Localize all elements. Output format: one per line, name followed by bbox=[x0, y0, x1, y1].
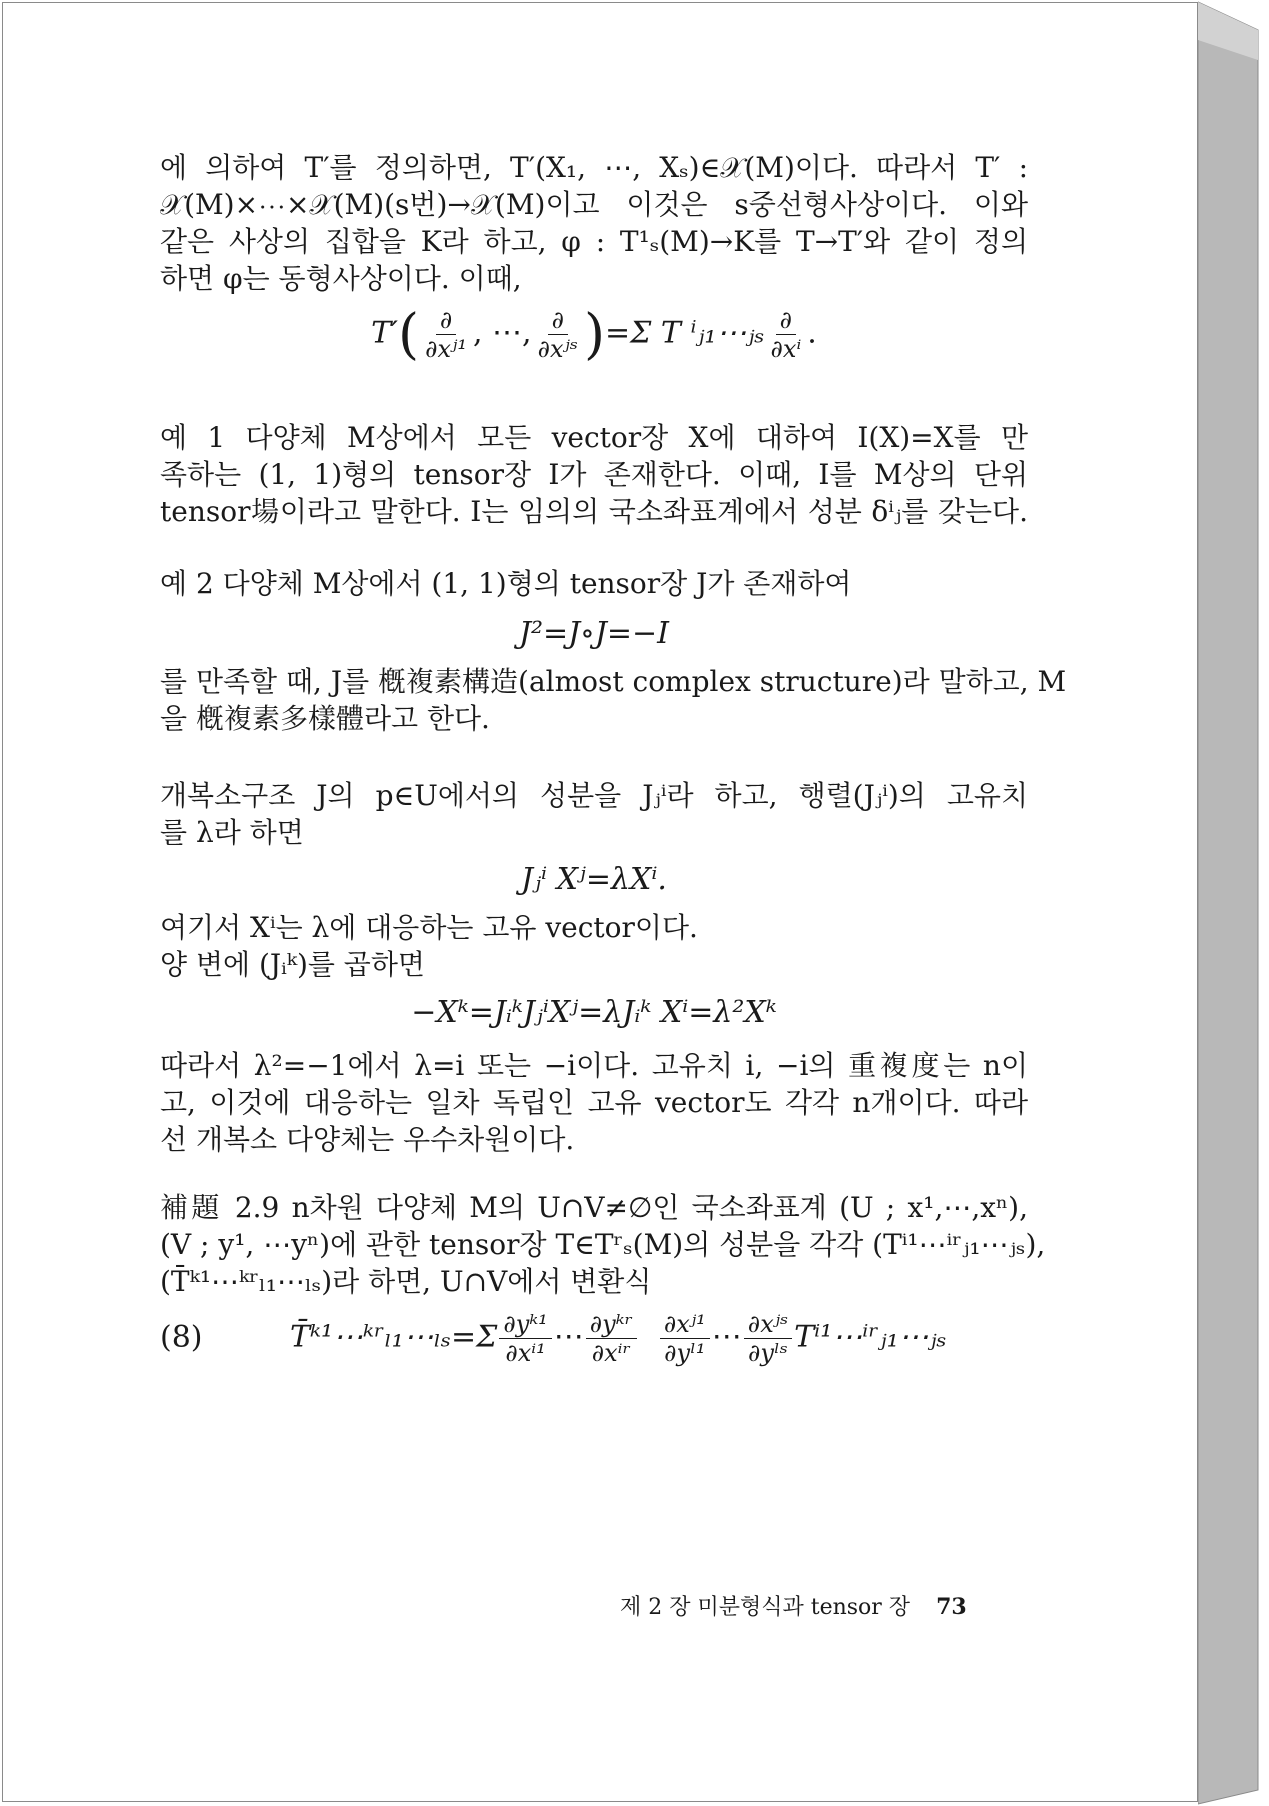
page-footer bbox=[620, 1592, 967, 1623]
book-spine bbox=[1198, 0, 1268, 1806]
text-line: 하면 φ는 동형사상이다. 이때, bbox=[160, 262, 522, 295]
text-line: 여기서 Xⁱ는 λ에 대응하는 고유 vector이다. bbox=[160, 911, 698, 944]
chapter-title: 제 2 장 미분형식과 tensor 장 bbox=[620, 1595, 911, 1620]
text-line: 같은 사상의 집합을 K라 하고, φ : T¹ₛ(M)→K를 T→T′와 같이 정의 bbox=[160, 225, 1028, 258]
eq-lhs: T̄ᵏ¹⋯ᵏʳₗ₁⋯ₗₛ=Σ bbox=[290, 1319, 498, 1355]
fraction: $\frac{\text{∂xʲˢ}}{\text{∂yˡˢ}}$ bbox=[744, 1310, 792, 1367]
lemma-line: 補題 2.9 n차원 다양체 M의 U∩V≠∅인 국소좌표계 (U ; x¹,⋯,xⁿ), bbox=[160, 1191, 1028, 1224]
text-line: 양 변에 (Jᵢᵏ)를 곱하면 bbox=[160, 948, 425, 981]
text-line: 𝒳(M)×⋯×𝒳(M)(s번)→𝒳(M)이고 이것은 s중선형사상이다. 이와 bbox=[160, 188, 1028, 221]
fraction: $\frac{\partial}{\text{∂xʲˢ}}$ bbox=[537, 306, 578, 363]
fraction: $\frac{\text{∂yᵏ¹}}{\text{∂xⁱ¹}}$ bbox=[499, 1310, 551, 1367]
eq-lhs: T′ bbox=[371, 315, 398, 351]
eq-tail: Tⁱ¹⋯ⁱʳⱼ₁⋯ⱼₛ bbox=[794, 1319, 947, 1355]
fraction: $\frac{\partial}{\text{∂xⁱ}}$ bbox=[770, 306, 802, 363]
text-line: 선 개복소 다양체는 우수차원이다. bbox=[160, 1123, 575, 1156]
dots: ⋯ bbox=[553, 1319, 584, 1355]
paren-close: ) bbox=[583, 302, 606, 366]
equation-8 bbox=[160, 1310, 1028, 1367]
equation-eigen: Jⱼⁱ Xʲ=λXⁱ. bbox=[521, 862, 667, 897]
eq-separator: , ⋯, bbox=[472, 315, 532, 351]
equation-square: −Xᵏ=JᵢᵏJⱼⁱXʲ=λJᵢᵏ Xⁱ=λ²Xᵏ bbox=[411, 995, 777, 1030]
fraction: $\frac{\text{∂yᵏʳ}}{\text{∂xⁱʳ}}$ bbox=[586, 1310, 637, 1367]
example-1-line: tensor場이라고 말한다. I는 임의의 국소좌표계에서 성분 δⁱⱼ를 갖는다. bbox=[160, 495, 1028, 528]
example-2-line: 예 2 다양체 M상에서 (1, 1)형의 tensor장 J가 존재하여 bbox=[160, 567, 852, 600]
text-line: 에 의하여 T′를 정의하면, T′(X₁, ⋯, Xₛ)∈𝒳(M)이다. 따라서 T′ : bbox=[160, 151, 1028, 184]
equation-label: (8) bbox=[160, 1319, 203, 1355]
example-2-line: 을 槪複素多樣體라고 한다. bbox=[160, 702, 490, 735]
text-line: 따라서 λ²=−1에서 λ=i 또는 −i이다. 고유치 i, −i의 重複度는 n이 bbox=[160, 1049, 1028, 1082]
text-line: 개복소구조 J의 p∈U에서의 성분을 Jⱼⁱ라 하고, 행렬(Jⱼⁱ)의 고유치 bbox=[160, 779, 1028, 812]
paren-open: ( bbox=[398, 302, 420, 366]
fraction: $\frac{\partial}{\text{∂xʲ¹}}$ bbox=[425, 306, 467, 363]
equation-almost-complex: J²=J∘J=−I bbox=[518, 616, 670, 651]
eq-end: . bbox=[807, 315, 817, 351]
fraction: $\frac{\text{∂xʲ¹}}{\text{∂yˡ¹}}$ bbox=[660, 1310, 710, 1367]
page-number: 73 bbox=[936, 1594, 967, 1620]
text-line: 고, 이것에 대응하는 일차 독립인 고유 vector도 각각 n개이다. 따라 bbox=[160, 1086, 1028, 1119]
equation-1 bbox=[160, 302, 1028, 366]
lemma-line: (T̄ᵏ¹⋯ᵏʳₗ₁⋯ₗₛ)라 하면, U∩V에서 변환식 bbox=[160, 1265, 652, 1298]
dots: ⋯ bbox=[711, 1319, 742, 1355]
example-1-line: 예 1 다양체 M상에서 모든 vector장 X에 대하여 I(X)=X를 만 bbox=[160, 421, 1028, 454]
example-1-line: 족하는 (1, 1)형의 tensor장 I가 존재한다. 이때, I를 M상의 단위 bbox=[160, 458, 1028, 491]
example-2-line: 를 만족할 때, J를 槪複素構造(almost complex structure)라 말하고, M bbox=[160, 665, 1067, 698]
eq-middle: =Σ T ⁱⱼ₁⋯ⱼₛ bbox=[605, 315, 765, 351]
lemma-line: (V ; y¹, ⋯yⁿ)에 관한 tensor장 T∈Tʳₛ(M)의 성분을 각각 (Tⁱ¹⋯ⁱʳⱼ₁⋯ⱼₛ), bbox=[160, 1228, 1046, 1261]
text-line: 를 λ라 하면 bbox=[160, 816, 304, 849]
